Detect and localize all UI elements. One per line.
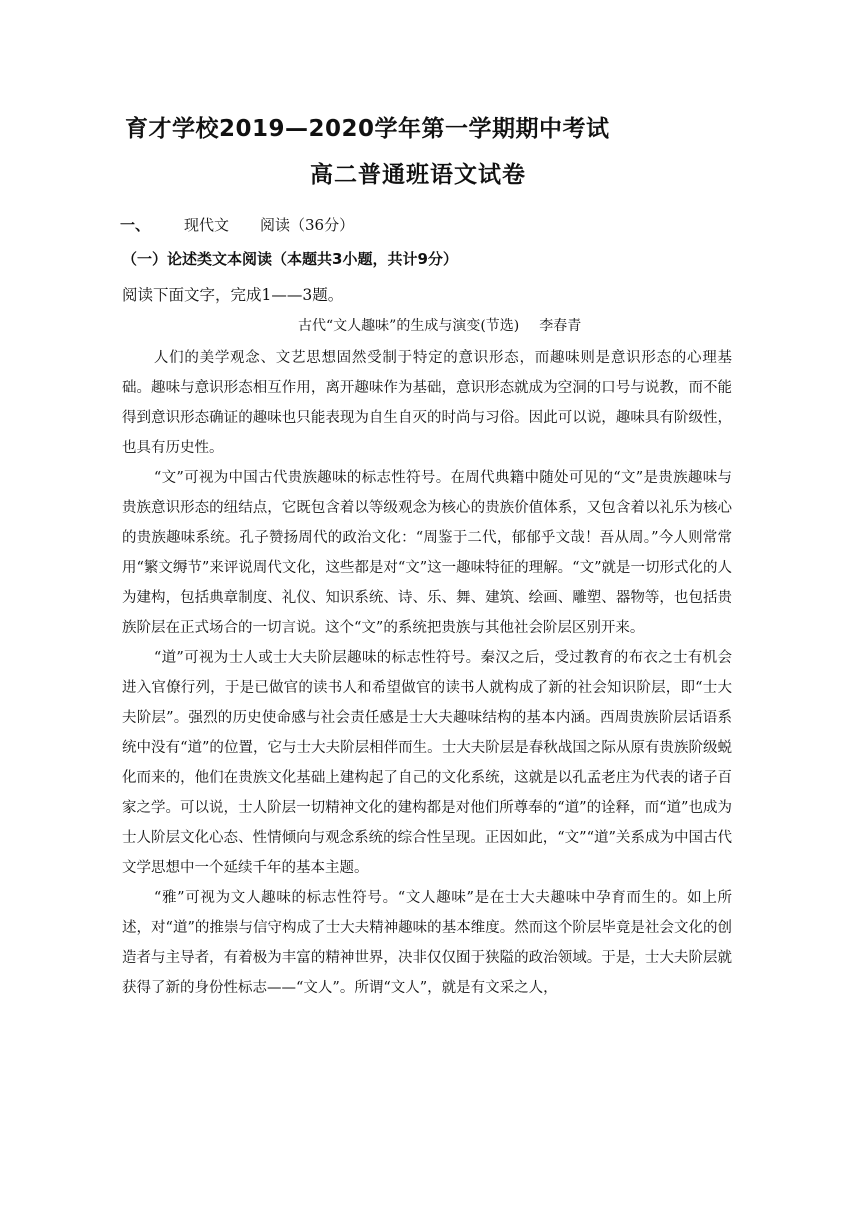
article-author: 李春青 bbox=[539, 318, 582, 334]
subsection-heading: （一）论述类文本阅读（本题共3小题，共计9分） bbox=[122, 250, 458, 268]
paragraph-3: “道”可视为士人或士大夫阶层趣味的标志性符号。秦汉之后，受过教育的布衣之士有机会进入官僚行列，于是已做官的读书人和希望做官的读书人就构成了新的社会知识阶层，即“士大夫阶层”。强烈的历史使命感与社会责任感是士大夫趣味结构的基本内涵。西周贵族阶层话语系统中没有“道”的位置，它与士大夫阶层相伴而生。士大夫阶层是春秋战国之际从原有贵族阶级蜕化而来的，他们在贵族文化基础上建构起了自己的文化系统，这就是以孔孟老庄为代表的诸子百家之学。可以说，士人阶层一切精神文化的建构都是对他们所尊奉的“道”的诠释，而“道”也成为士人阶层文化心态、性情倾向与观念系统的综合性呈现。正因如此，“文”“道”关系成为中国古代文学思想中一个延续千年的基本主题。 bbox=[122, 650, 732, 876]
paper-title: 高二普通班语文试卷 bbox=[310, 162, 526, 188]
reading-instruction: 阅读下面文字，完成1——3题。 bbox=[122, 286, 344, 304]
section-heading bbox=[120, 214, 354, 235]
school-exam-title: 育才学校2019—2020学年第一学期期中考试 bbox=[125, 116, 610, 142]
article-heading bbox=[298, 315, 581, 335]
article-title: 古代“文人趣味”的生成与演变(节选) bbox=[298, 318, 520, 334]
paragraph-1: 人们的美学观念、文艺思想固然受制于特定的意识形态，而趣味则是意识形态的心理基础。趣味与意识形态相互作用，离开趣味作为基础，意识形态就成为空洞的口号与说教，而不能得到意识形态确证的趣味也只能表现为自生自灭的时尚与习俗。因此可以说，趣味具有阶级性，也具有历史性。 bbox=[122, 350, 732, 456]
section-number: 一、 bbox=[120, 216, 151, 234]
paragraph-2: “文”可视为中国古代贵族趣味的标志性符号。在周代典籍中随处可见的“文”是贵族趣味与贵族意识形态的纽结点，它既包含着以等级观念为核心的贵族价值体系，又包含着以礼乐为核心的贵族趣味系统。孔子赞扬周代的政治文化：“周鉴于二代，郁郁乎文哉！吾从周。”今人则常常用“繁文缛节”来评说周代文化，这些都是对“文”这一趣味特征的理解。“文”就是一切形式化的人为建构，包括典章制度、礼仪、知识系统、诗、乐、舞、建筑、绘画、雕塑、器物等，也包括贵族阶层在正式场合的一切言说。这个“文”的系统把贵族与其他社会阶层区别开来。 bbox=[122, 470, 732, 636]
section-label-a: 现代文 bbox=[184, 216, 230, 234]
article-body bbox=[122, 343, 732, 1003]
paragraph-4: “雅”可视为文人趣味的标志性符号。“文人趣味”是在士大夫趣味中孕育而生的。如上所述，对“道”的推崇与信守构成了士大夫精神趣味的基本维度。然而这个阶层毕竟是社会文化的创造者与主导者，有着极为丰富的精神世界，决非仅仅囿于狭隘的政治领域。于是，士大夫阶层就获得了新的身份性标志——“文人”。所谓“文人”，就是有文采之人， bbox=[122, 890, 732, 996]
section-label-b: 阅读（36分） bbox=[260, 216, 355, 234]
